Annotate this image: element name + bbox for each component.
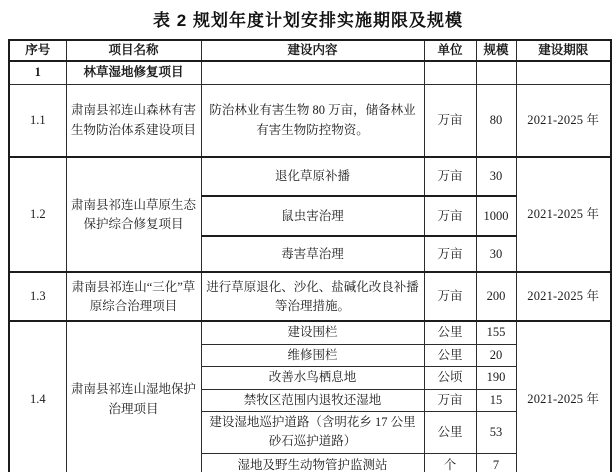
item-unit: 万亩	[424, 272, 476, 321]
project-period: 2021-2025 年	[516, 272, 611, 321]
item-scale: 15	[476, 389, 516, 411]
header-period: 建设期限	[516, 40, 611, 61]
project-name: 肃南县祁连山湿地保护治理项目	[66, 321, 201, 472]
project-row-1-4a	[9, 321, 611, 344]
header-scale: 规模	[476, 40, 516, 61]
item-unit: 万亩	[424, 157, 476, 196]
item-unit: 万亩	[424, 84, 476, 157]
item-scale: 155	[476, 321, 516, 344]
item-scale: 7	[476, 453, 516, 472]
project-no: 1.2	[9, 157, 66, 272]
section-name: 林草湿地修复项目	[66, 61, 201, 84]
project-no: 1.3	[9, 272, 66, 321]
item-content: 退化草原补播	[201, 157, 424, 196]
empty-cell	[476, 61, 516, 84]
table-title: 表 2 规划年度计划安排实施期限及规模	[153, 11, 463, 30]
project-period: 2021-2025 年	[516, 157, 611, 272]
item-scale: 53	[476, 411, 516, 453]
project-name: 肃南县祁连山森林有害生物防治体系建设项目	[66, 84, 201, 157]
item-content: 维修围栏	[201, 344, 424, 366]
item-content: 防治林业有害生物 80 万亩，储备林业有害生物防控物资。	[201, 84, 424, 157]
item-unit: 万亩	[424, 196, 476, 236]
plan-table	[8, 39, 612, 472]
project-no: 1.4	[9, 321, 66, 472]
header-seq: 序号	[9, 40, 66, 61]
project-period: 2021-2025 年	[516, 321, 611, 472]
header-content: 建设内容	[201, 40, 424, 61]
item-scale: 30	[476, 157, 516, 196]
item-unit: 公里	[424, 344, 476, 366]
item-unit: 公顷	[424, 367, 476, 389]
item-content: 毒害草治理	[201, 236, 424, 272]
item-scale: 1000	[476, 196, 516, 236]
section-no: 1	[9, 61, 66, 84]
item-unit: 万亩	[424, 389, 476, 411]
item-unit: 公里	[424, 321, 476, 344]
project-row-1-2a	[9, 157, 611, 196]
empty-cell	[201, 61, 424, 84]
project-no: 1.1	[9, 84, 66, 157]
section-row	[9, 61, 611, 84]
empty-cell	[424, 61, 476, 84]
item-content: 湿地及野生动物管护监测站	[201, 453, 424, 472]
item-content: 鼠虫害治理	[201, 196, 424, 236]
item-scale: 200	[476, 272, 516, 321]
item-unit: 公里	[424, 411, 476, 453]
project-period: 2021-2025 年	[516, 84, 611, 157]
header-unit: 单位	[424, 40, 476, 61]
item-content: 建设湿地巡护道路（含明花乡 17 公里砂石巡护道路）	[201, 411, 424, 453]
item-scale: 190	[476, 367, 516, 389]
item-content: 进行草原退化、沙化、盐碱化改良补播等治理措施。	[201, 272, 424, 321]
project-row-1-3	[9, 272, 611, 321]
project-name: 肃南县祁连山“三化”草原综合治理项目	[66, 272, 201, 321]
project-name: 肃南县祁连山草原生态保护综合修复项目	[66, 157, 201, 272]
item-scale: 30	[476, 236, 516, 272]
item-unit: 个	[424, 453, 476, 472]
item-scale: 20	[476, 344, 516, 366]
empty-cell	[516, 61, 611, 84]
item-content: 建设围栏	[201, 321, 424, 344]
item-unit: 万亩	[424, 236, 476, 272]
item-content: 改善水鸟栖息地	[201, 367, 424, 389]
item-scale: 80	[476, 84, 516, 157]
project-row-1-1	[9, 84, 611, 157]
header-row	[9, 40, 611, 61]
header-project-name: 项目名称	[66, 40, 201, 61]
item-content: 禁牧区范围内退牧还湿地	[201, 389, 424, 411]
